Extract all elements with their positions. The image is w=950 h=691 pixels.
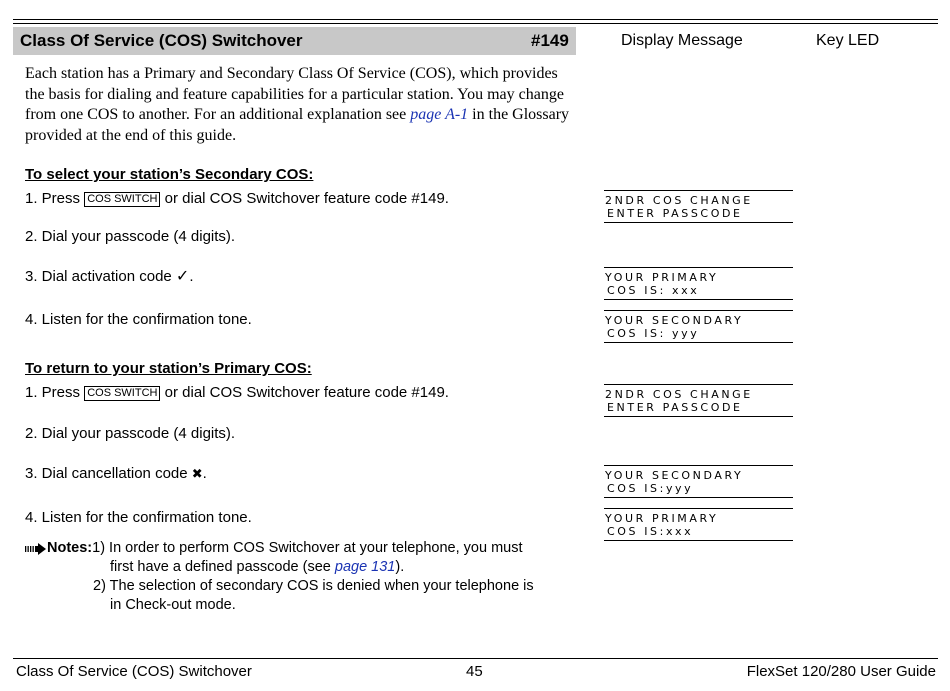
page-title: Class Of Service (COS) Switchover (20, 31, 303, 50)
lcd-display-2: YOUR PRIMARY COS IS: xxx (604, 267, 793, 300)
section-return-primary-heading: To return to your station’s Primary COS: (25, 360, 312, 377)
footer-section-title: Class Of Service (COS) Switchover (16, 663, 252, 680)
check-mark-icon: ✓ (175, 266, 190, 285)
glossary-link[interactable]: page A-1 (410, 106, 469, 123)
top-rule-1 (13, 19, 938, 20)
section1-step-3: 3. Dial activation code ✓. (25, 266, 194, 285)
lcd-display-4: 2NDR COS CHANGE ENTER PASSCODE (604, 384, 793, 417)
cos-switch-key[interactable]: COS SWITCH (84, 386, 160, 401)
section2-step-3: 3. Dial cancellation code ✖. (25, 465, 207, 482)
cos-switch-key[interactable]: COS SWITCH (84, 192, 160, 207)
lcd-display-1: 2NDR COS CHANGE ENTER PASSCODE (604, 190, 793, 223)
top-rule-2 (13, 23, 938, 24)
key-led-heading: Key LED (816, 32, 880, 49)
note-2-line-2: in Check-out mode. (110, 597, 236, 613)
section-select-secondary-heading: To select your station’s Secondary COS: (25, 166, 314, 183)
cross-mark-icon: ✖ (191, 467, 203, 482)
section2-step-4: 4. Listen for the confirmation tone. (25, 509, 252, 526)
section1-step-2: 2. Dial your passcode (4 digits). (25, 228, 236, 245)
footer-guide-title: FlexSet 120/280 User Guide (746, 663, 936, 680)
note-2-line-1: 2) The selection of secondary COS is denied when your telephone is (93, 578, 534, 594)
section2-step-2: 2. Dial your passcode (4 digits). (25, 425, 236, 442)
note-1-line-2: first have a defined passcode (see page 131). (110, 559, 405, 575)
lcd-display-5: YOUR SECONDARY COS IS:yyy (604, 465, 793, 498)
footer-rule (13, 658, 938, 659)
lcd-display-3: YOUR SECONDARY COS IS: yyy (604, 310, 793, 343)
intro-paragraph: Each station has a Primary and Secondary Class Of Service (COS), which provides the basis for dialing and feature capabilities for a particular station. You may change from one COS to another. For an additional explanation see page A-1 in the Glossary provided at the end of this guide. (25, 65, 570, 144)
section2-step-1: 1. Press COS SWITCH or dial COS Switchover feature code #149. (25, 384, 449, 401)
section1-step-4: 4. Listen for the confirmation tone. (25, 311, 252, 328)
notes-label: Notes: (47, 540, 93, 556)
note-arrow-icon (25, 542, 47, 554)
feature-code: #149 (531, 31, 569, 50)
section1-step-1: 1. Press COS SWITCH or dial COS Switchover feature code #149. (25, 190, 449, 207)
note-1-line-1: Notes:1) In order to perform COS Switchover at your telephone, you must (47, 540, 523, 556)
display-message-heading: Display Message (621, 32, 743, 49)
lcd-display-6: YOUR PRIMARY COS IS:xxx (604, 508, 793, 541)
page-number: 45 (466, 663, 483, 680)
passcode-page-link[interactable]: page 131 (334, 559, 396, 575)
